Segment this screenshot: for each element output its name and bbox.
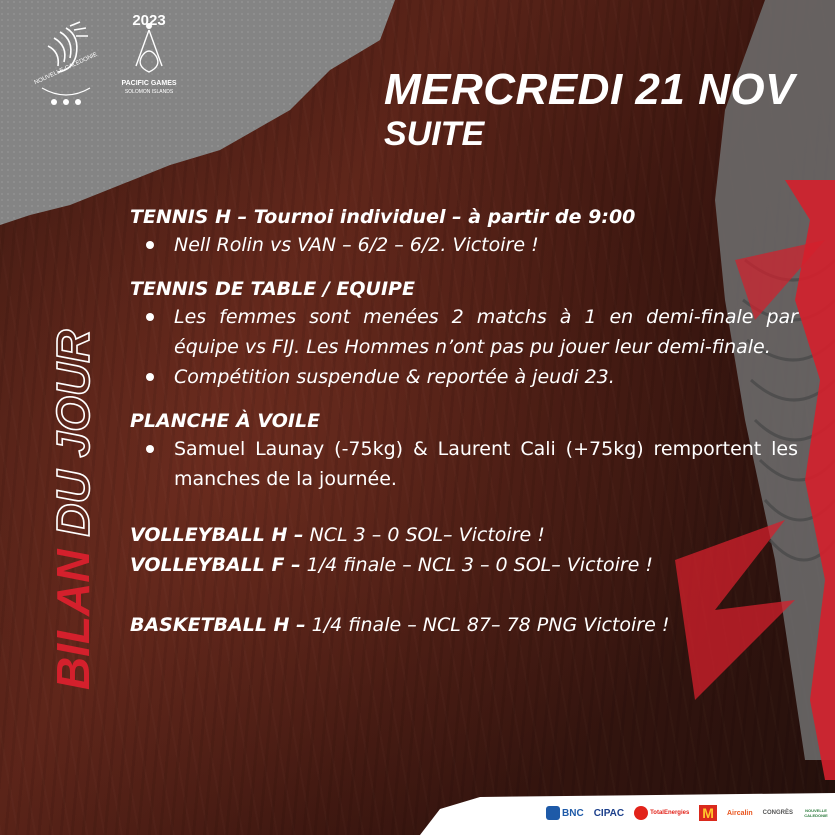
sponsor-logos [546, 795, 829, 831]
list-item: Nell Rolin vs VAN – 6/2 – 6/2. Victoire ! [174, 230, 798, 260]
pg-place: SOLOMON ISLANDS [124, 89, 174, 95]
pg-year: 2023 [132, 12, 166, 29]
result-sport: BASKETBALL H – [130, 614, 306, 636]
section-list-planche-a-voile [130, 434, 798, 494]
results-content [130, 204, 798, 640]
sponsor-cipac-logo: CIPAC [593, 807, 625, 819]
result-score: 1/4 finale – NCL 3 – 0 SOL– Victoire ! [300, 554, 654, 576]
sponsor-mcdonalds-logo: M [699, 805, 717, 821]
section-list-tennis-de-table [130, 302, 798, 392]
section-heading-tennis-de-table: TENNIS DE TABLE / EQUIPE [130, 278, 415, 300]
result-sport: VOLLEYBALL F – [130, 554, 301, 576]
side-label-bilan: BILAN [47, 549, 99, 690]
result-basketball-h [130, 610, 798, 640]
page-title: MERCREDI 21 NOV [384, 65, 795, 114]
sponsor-bnc-logo: BNC [546, 806, 584, 820]
title-block [384, 66, 795, 154]
sponsor-aircalin-logo: Aircalin [726, 809, 753, 817]
sponsor-congres-logo: CONGRÈS [762, 810, 793, 816]
nouvelle-caledonie-logo [30, 18, 102, 110]
sponsor-mark-icon [546, 806, 560, 820]
list-item: Samuel Launay (-75kg) & Laurent Cali (+75kg) remportent les manches de la journée. [174, 434, 798, 494]
sponsor-mark-icon [634, 806, 648, 820]
sponsor-nouvelle-caledonie-logo: NOUVELLE CALEDONIE [804, 808, 828, 818]
result-score: 1/4 finale – NCL 87– 78 PNG Victoire ! [305, 614, 670, 636]
section-list-tennis-h [130, 230, 798, 260]
result-volleyball-h [130, 520, 798, 550]
result-score: NCL 3 – 0 SOL– Victoire ! [303, 524, 545, 546]
section-heading-tennis-h: TENNIS H – Tournoi individuel – à partir de 9:00 [130, 206, 636, 228]
page-subtitle: SUITE [384, 115, 485, 153]
nc-logo-text: NOUVELLE-CALEDONIE [33, 51, 99, 87]
list-item: Compétition suspendue & reportée à jeudi 23. [174, 362, 798, 392]
sponsor-totalenergies-logo: TotalEnergies [634, 806, 689, 820]
result-sport: VOLLEYBALL H – [130, 524, 304, 546]
pg-name: PACIFIC GAMES [121, 80, 177, 87]
result-volleyball-f [130, 550, 798, 580]
side-label-bilan-du-jour [38, 300, 108, 690]
list-item: Les femmes sont menées 2 matchs à 1 en demi-finale par équipe vs FIJ. Les Hommes n’ont pas pu jouer leur demi-finale. [174, 302, 798, 362]
section-heading-planche-a-voile: PLANCHE À VOILE [130, 410, 321, 432]
side-label-du-jour: DU JOUR [47, 329, 99, 537]
